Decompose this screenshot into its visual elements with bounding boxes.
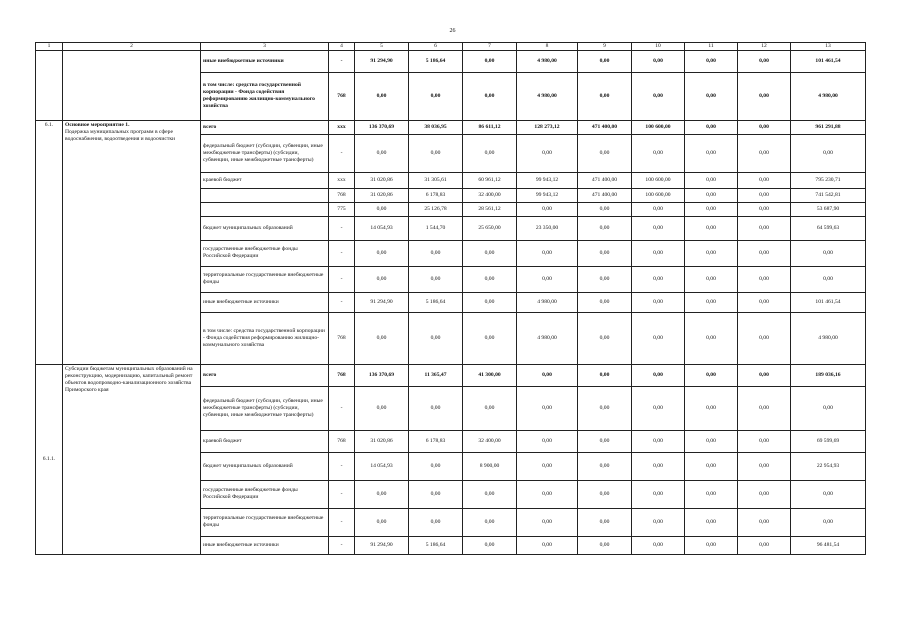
row-code: 768 (329, 364, 355, 386)
row-value: 4 980,00 (517, 292, 578, 312)
row-value: 0,00 (578, 312, 632, 364)
row-code: - (329, 292, 355, 312)
item-desc-text: Подержка муниципальных программ в сфере водоснабжения, водоотведения и водоочистки (65, 128, 176, 142)
row-value: 0,00 (632, 72, 685, 120)
row-value: 53 687,90 (791, 202, 866, 216)
row-value: 0,00 (355, 72, 409, 120)
row-value: 38 036,95 (409, 120, 463, 134)
row-value: 0,00 (463, 386, 517, 430)
row-value: 0,00 (355, 134, 409, 172)
row-value: 100 600,00 (632, 120, 685, 134)
row-code: - (329, 266, 355, 292)
row-value: 0,00 (632, 134, 685, 172)
row-value: 0,00 (463, 292, 517, 312)
empty-num-cell (36, 50, 63, 120)
row-value: 741 542,81 (791, 188, 866, 202)
row-value: 31 305,61 (409, 172, 463, 188)
row-value: 99 943,12 (517, 172, 578, 188)
row-value: 0,00 (685, 188, 738, 202)
row-value: 0,00 (685, 480, 738, 508)
row-value: 795 230,71 (791, 172, 866, 188)
row-value: 0,00 (409, 134, 463, 172)
row-value: 0,00 (578, 216, 632, 240)
row-value: 0,00 (578, 72, 632, 120)
row-code: xxx (329, 120, 355, 134)
row-label: в том числе: средства государственной корпорации - Фонда содействия реформированию жилищно-коммунального хозяйства (201, 312, 329, 364)
row-value: 0,00 (517, 364, 578, 386)
column-header: 1 (36, 43, 63, 51)
row-value: 0,00 (517, 266, 578, 292)
row-label: федеральный бюджет (субсидии, субвенции, иные межбюджетные трансферты) (субсидии, субвенции, иные межбюджетные трансферты) (201, 134, 329, 172)
row-value: 0,00 (517, 452, 578, 480)
row-value: 0,00 (578, 536, 632, 554)
row-value: 23 350,00 (517, 216, 578, 240)
column-header: 12 (738, 43, 791, 51)
row-label: в том числе: средства государственной корпорации - Фонда содействия реформированию жилищно-коммунального хозяйства (201, 72, 329, 120)
row-value: 22 954,93 (791, 452, 866, 480)
row-value: 100 600,00 (632, 188, 685, 202)
row-value: 5 186,64 (409, 536, 463, 554)
row-value: 471 400,00 (578, 188, 632, 202)
row-value: 5 186,64 (409, 50, 463, 72)
row-value: 0,00 (463, 480, 517, 508)
row-value: 0,00 (578, 364, 632, 386)
row-value: 0,00 (685, 452, 738, 480)
row-value: 25 650,00 (463, 216, 517, 240)
row-value: 0,00 (738, 480, 791, 508)
row-value: 0,00 (791, 240, 866, 266)
row-value: 0,00 (632, 202, 685, 216)
row-label: краевой бюджет (201, 430, 329, 452)
column-header: 10 (632, 43, 685, 51)
row-value: 69 599,69 (791, 430, 866, 452)
row-value: 0,00 (738, 452, 791, 480)
row-value: 91 294,90 (355, 536, 409, 554)
row-value: 0,00 (685, 216, 738, 240)
row-value: 0,00 (791, 266, 866, 292)
row-value: 28 561,12 (463, 202, 517, 216)
row-value: 0,00 (578, 508, 632, 536)
row-value: 0,00 (578, 266, 632, 292)
column-header: 8 (517, 43, 578, 51)
row-value: 4 980,00 (791, 72, 866, 120)
row-value: 0,00 (578, 430, 632, 452)
row-value: 31 020,86 (355, 188, 409, 202)
row-value: 86 611,12 (463, 120, 517, 134)
column-header: 9 (578, 43, 632, 51)
row-value: 0,00 (685, 430, 738, 452)
row-code: 768 (329, 72, 355, 120)
row-label: бюджет муниципальных образований (201, 452, 329, 480)
row-label: территориальные государственные внебюджетные фонды (201, 266, 329, 292)
row-value: 5 186,64 (409, 292, 463, 312)
empty-desc-cell (63, 50, 201, 120)
row-value: 0,00 (685, 240, 738, 266)
row-value: 6 178,83 (409, 188, 463, 202)
row-value: 0,00 (738, 188, 791, 202)
row-value: 0,00 (791, 134, 866, 172)
row-value: 25 126,78 (409, 202, 463, 216)
row-label: государственные внебюджетные фонды Российской Федерации (201, 480, 329, 508)
row-value: 64 599,63 (791, 216, 866, 240)
row-value: 4 980,00 (791, 312, 866, 364)
row-value: 101 461,54 (791, 292, 866, 312)
column-header: 4 (329, 43, 355, 51)
row-value: 0,00 (738, 508, 791, 536)
row-code: - (329, 480, 355, 508)
row-value: 60 961,12 (463, 172, 517, 188)
row-value: 471 400,00 (578, 172, 632, 188)
row-label: иные внебюджетные источники (201, 292, 329, 312)
row-value: 0,00 (738, 364, 791, 386)
row-value: 91 294,90 (355, 292, 409, 312)
row-value: 0,00 (355, 312, 409, 364)
column-header: 5 (355, 43, 409, 51)
row-value: 961 291,88 (791, 120, 866, 134)
row-value: 0,00 (463, 312, 517, 364)
row-value: 0,00 (355, 386, 409, 430)
row-value: 31 020,86 (355, 430, 409, 452)
row-value: 0,00 (409, 386, 463, 430)
row-value: 0,00 (685, 312, 738, 364)
row-value: 0,00 (685, 508, 738, 536)
row-value: 0,00 (517, 134, 578, 172)
row-value: 0,00 (685, 536, 738, 554)
row-value: 0,00 (632, 312, 685, 364)
row-value: 128 273,12 (517, 120, 578, 134)
row-value: 0,00 (738, 266, 791, 292)
row-value: 136 370,69 (355, 120, 409, 134)
row-value: 0,00 (738, 536, 791, 554)
row-value: 0,00 (738, 120, 791, 134)
row-label: федеральный бюджет (субсидии, субвенции, иные межбюджетные трансферты) (субсидии, субвенции, иные межбюджетные трансферты) (201, 386, 329, 430)
row-value: 0,00 (409, 266, 463, 292)
budget-table (35, 42, 866, 555)
row-value: 0,00 (685, 292, 738, 312)
row-value: 136 370,69 (355, 364, 409, 386)
row-value: 0,00 (738, 240, 791, 266)
row-value: 0,00 (632, 292, 685, 312)
row-value: 0,00 (409, 508, 463, 536)
row-value: 0,00 (578, 386, 632, 430)
row-code: - (329, 386, 355, 430)
row-value: 0,00 (791, 480, 866, 508)
row-value: 0,00 (685, 386, 738, 430)
row-label: всего (201, 364, 329, 386)
column-header: 6 (409, 43, 463, 51)
row-value: 0,00 (632, 364, 685, 386)
column-header: 11 (685, 43, 738, 51)
row-value: 14 054,93 (355, 452, 409, 480)
row-value: 0,00 (517, 480, 578, 508)
row-value: 0,00 (738, 216, 791, 240)
row-value: 0,00 (409, 312, 463, 364)
row-value: 0,00 (738, 312, 791, 364)
row-value: 0,00 (463, 240, 517, 266)
row-value: 0,00 (738, 430, 791, 452)
row-value: 0,00 (632, 430, 685, 452)
row-label: краевой бюджет (201, 172, 329, 188)
row-value: 0,00 (685, 364, 738, 386)
row-value: 96 481,54 (791, 536, 866, 554)
header-row (36, 43, 866, 51)
table-row (36, 50, 866, 72)
item-title: Основное мероприятие 1. (65, 121, 130, 128)
row-label: иные внебюджетные источники (201, 536, 329, 554)
row-value: 0,00 (355, 266, 409, 292)
column-header: 2 (63, 43, 201, 51)
row-code: - (329, 536, 355, 554)
row-label: всего (201, 120, 329, 134)
row-value: 0,00 (463, 508, 517, 536)
row-label (201, 188, 329, 202)
row-value: 0,00 (517, 202, 578, 216)
row-value: 471 400,00 (578, 120, 632, 134)
row-value: 0,00 (685, 72, 738, 120)
row-label (201, 202, 329, 216)
row-value: 0,00 (738, 72, 791, 120)
row-value: 0,00 (632, 240, 685, 266)
row-value: 0,00 (632, 50, 685, 72)
row-value: 0,00 (578, 240, 632, 266)
row-value: 0,00 (685, 50, 738, 72)
row-value: 0,00 (685, 266, 738, 292)
row-value: 0,00 (517, 386, 578, 430)
row-value: 0,00 (632, 266, 685, 292)
row-label: государственные внебюджетные фонды Российской Федерации (201, 240, 329, 266)
row-value: 4 980,00 (517, 50, 578, 72)
row-value: 0,00 (578, 452, 632, 480)
row-value: 0,00 (791, 386, 866, 430)
row-code: - (329, 240, 355, 266)
table-row (36, 364, 866, 386)
row-code: - (329, 134, 355, 172)
row-value: 189 036,16 (791, 364, 866, 386)
row-value: 0,00 (632, 386, 685, 430)
item-description: Субсидии бюджетам муниципальных образований на реконструкцию, модернизацию, капитальный ремонт объектов водопроводно-канализационного хозяйства Приморского края (63, 364, 201, 554)
row-value: 0,00 (517, 240, 578, 266)
row-value: 31 020,86 (355, 172, 409, 188)
row-value: 0,00 (463, 72, 517, 120)
row-value: 0,00 (578, 50, 632, 72)
row-value: 99 943,12 (517, 188, 578, 202)
row-value: 0,00 (578, 134, 632, 172)
row-value: 6 178,83 (409, 430, 463, 452)
row-value: 0,00 (355, 202, 409, 216)
item-number: 6.1.1. (36, 364, 63, 554)
row-value: 11 365,47 (409, 364, 463, 386)
row-value: 0,00 (685, 172, 738, 188)
row-value: 0,00 (463, 134, 517, 172)
row-value: 41 300,00 (463, 364, 517, 386)
row-code: 768 (329, 312, 355, 364)
row-value: 0,00 (517, 430, 578, 452)
row-value: 4 980,00 (517, 312, 578, 364)
row-code: 768 (329, 188, 355, 202)
row-value: 0,00 (409, 452, 463, 480)
row-code: xxx (329, 172, 355, 188)
row-value: 0,00 (409, 240, 463, 266)
row-value: 32 400,00 (463, 430, 517, 452)
row-value: 0,00 (355, 480, 409, 508)
row-value: 1 544,70 (409, 216, 463, 240)
column-header: 3 (201, 43, 329, 51)
row-value: 8 900,00 (463, 452, 517, 480)
row-value: 0,00 (632, 480, 685, 508)
column-header: 13 (791, 43, 866, 51)
row-value: 0,00 (355, 508, 409, 536)
row-value: 0,00 (409, 480, 463, 508)
row-value: 0,00 (738, 134, 791, 172)
item-number: 6.1. (36, 120, 63, 364)
row-code: - (329, 216, 355, 240)
row-value: 0,00 (738, 202, 791, 216)
row-value: 0,00 (355, 240, 409, 266)
row-value: 91 294,90 (355, 50, 409, 72)
row-value: 32 400,00 (463, 188, 517, 202)
row-code: 775 (329, 202, 355, 216)
row-value: 0,00 (738, 386, 791, 430)
table-body (36, 43, 866, 555)
row-code: - (329, 50, 355, 72)
row-label: бюджет муниципальных образований (201, 216, 329, 240)
column-header: 7 (463, 43, 517, 51)
row-value: 0,00 (632, 536, 685, 554)
row-value: 0,00 (738, 50, 791, 72)
row-value: 0,00 (578, 202, 632, 216)
row-value: 0,00 (463, 50, 517, 72)
row-value: 0,00 (685, 202, 738, 216)
row-value: 0,00 (463, 536, 517, 554)
row-value: 0,00 (409, 72, 463, 120)
row-value: 0,00 (791, 508, 866, 536)
row-value: 0,00 (632, 508, 685, 536)
page-number: 26 (449, 28, 456, 34)
item-description (63, 120, 201, 364)
row-value: 0,00 (517, 536, 578, 554)
row-value: 101 461,54 (791, 50, 866, 72)
row-value: 0,00 (463, 266, 517, 292)
row-code: - (329, 452, 355, 480)
row-value: 0,00 (578, 480, 632, 508)
row-value: 0,00 (632, 216, 685, 240)
row-value: 0,00 (738, 172, 791, 188)
row-code: 768 (329, 430, 355, 452)
row-label: иные внебюджетные источники (201, 50, 329, 72)
row-value: 0,00 (517, 508, 578, 536)
row-value: 4 980,00 (517, 72, 578, 120)
row-value: 0,00 (632, 452, 685, 480)
row-value: 0,00 (738, 292, 791, 312)
row-label: территориальные государственные внебюджетные фонды (201, 508, 329, 536)
row-code: - (329, 508, 355, 536)
row-value: 0,00 (685, 120, 738, 134)
table-row (36, 120, 866, 134)
row-value: 0,00 (685, 134, 738, 172)
row-value: 14 054,93 (355, 216, 409, 240)
row-value: 0,00 (578, 292, 632, 312)
row-value: 100 600,00 (632, 172, 685, 188)
